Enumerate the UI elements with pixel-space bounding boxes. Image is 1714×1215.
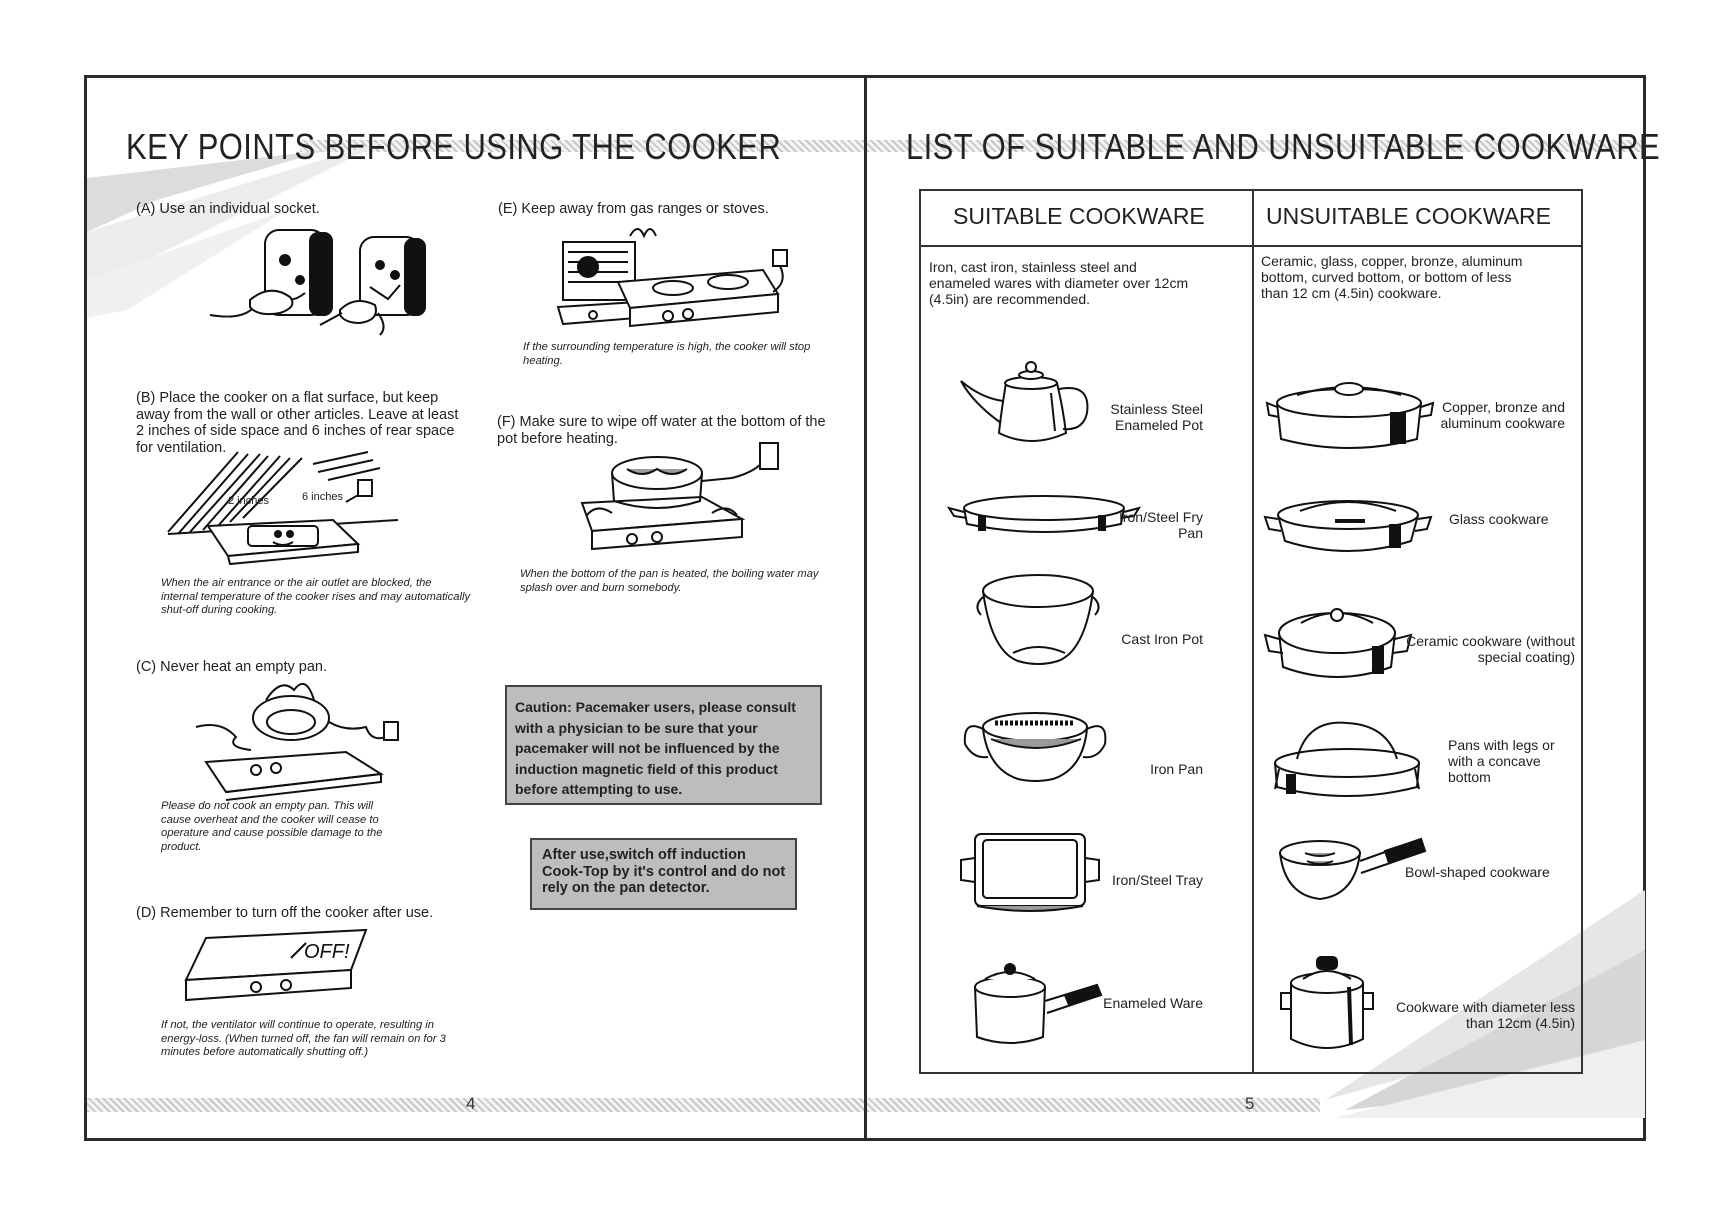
section-f-caption: When the bottom of the pan is heated, the boiling water may splash over and burn somebody.: [520, 568, 819, 594]
caution-box: [505, 685, 822, 805]
empty-pan-cooker-icon: [196, 682, 426, 792]
switch-off-text: After use,switch off induction Cook-Top by it's control and do not rely on the pan detector.: [542, 847, 786, 896]
section-b-caption: When the air entrance or the air outlet are blocked, the internal temperature of the cooker rises and may automatically shut-off during cooking.: [161, 577, 471, 616]
legged-pan-icon: [1267, 719, 1427, 809]
unsuitable-item-5-label: Bowl-shaped cookware: [1405, 864, 1550, 880]
section-f-text: (F) Make sure to wipe off water at the bottom of the pot before heating.: [497, 414, 826, 447]
suitable-item-2-label: Iron/Steel Fry Pan: [1118, 509, 1203, 541]
section-c-text: (C) Never heat an empty pan.: [136, 659, 328, 675]
gas-stove-icon: [558, 222, 808, 337]
cast-iron-pot-icon: [973, 571, 1113, 671]
suitable-item-5-label: Iron/Steel Tray: [1111, 872, 1203, 888]
copper-pot-icon: [1267, 373, 1437, 463]
side-clearance-label: 2 inches: [228, 495, 269, 507]
page-number-right: 5: [1245, 1094, 1255, 1113]
table-header-divider: [921, 245, 1581, 247]
unsuitable-header: UNSUITABLE COOKWARE: [1266, 203, 1551, 229]
tray-icon: [957, 828, 1107, 918]
page-title-left: KEY POINTS BEFORE USING THE COOKER: [126, 126, 782, 167]
section-b-text: (B) Place the cooker on a flat surface, but keep away from the wall or other articles. Leave at least 2 inches of side space and 6 inches of rear space for ventilation.: [136, 390, 459, 456]
section-e-text: (E) Keep away from gas ranges or stoves.: [498, 201, 769, 217]
unsuitable-item-1-label: Copper, bronze and aluminum cookware: [1440, 399, 1565, 431]
wet-pot-cooker-icon: [572, 443, 802, 563]
suitable-item-3-label: Cast Iron Pot: [1121, 631, 1203, 647]
glass-dish-icon: [1265, 491, 1435, 571]
page-divider: [864, 75, 867, 1141]
unsuitable-item-4-label: Pans with legs or with a concave bottom: [1448, 737, 1555, 785]
unsuitable-item-6-label: Cookware with diameter less than 12cm (4.5in): [1396, 999, 1575, 1031]
section-e-caption: If the surrounding temperature is high, the cooker will stop heating.: [523, 341, 811, 367]
off-display-text: OFF!: [304, 941, 350, 963]
page-title-right: LIST OF SUITABLE AND UNSUITABLE COOKWARE: [906, 126, 1661, 167]
section-d-text: (D) Remember to turn off the cooker after use.: [136, 905, 434, 921]
unsuitable-item-2-label: Glass cookware: [1449, 511, 1549, 527]
cooker-clearance-icon: [168, 452, 418, 562]
suitable-header: SUITABLE COOKWARE: [953, 203, 1205, 229]
suitable-item-6-label: Enameled Ware: [1103, 995, 1203, 1011]
section-c-caption: Please do not cook an empty pan. This will cause overheat and the cooker will cease to operature and cause possible damage to the product.: [161, 800, 383, 853]
page-number-left: 4: [466, 1094, 476, 1113]
socket-plugs-icon: [210, 225, 450, 340]
section-a-text: (A) Use an individual socket.: [136, 201, 320, 217]
suitable-item-1-label: Stainless Steel Enameled Pot: [1110, 401, 1203, 433]
caution-text: Caution: Pacemaker users, please consult with a physician to be sure that your pacemaker will not be influenced by the induction magnetic field of this product before attempting to use.: [515, 699, 796, 797]
unsuitable-item-3-label: Ceramic cookware (without special coating): [1406, 633, 1575, 665]
small-pot-icon: [1277, 953, 1387, 1063]
suitable-description: Iron, cast iron, stainless steel and enameled wares with diameter over 12cm (4.5in) are recommended.: [929, 259, 1189, 307]
cooker-off-icon: [186, 928, 396, 1008]
table-column-divider: [1252, 191, 1254, 1072]
suitable-item-4-label: Iron Pan: [1150, 761, 1203, 777]
cookware-table: [919, 189, 1583, 1074]
kettle-icon: [961, 353, 1101, 453]
footer-band-left: [87, 1098, 864, 1112]
section-d-caption: If not, the ventilator will continue to operate, resulting in energy-loss. (When turned off, the fan will remain on for 3 minutes before automatically shutting off.): [161, 1019, 446, 1058]
rear-clearance-label: 6 inches: [302, 491, 343, 503]
switch-off-box: [530, 838, 797, 910]
unsuitable-description: Ceramic, glass, copper, bronze, aluminum bottom, curved bottom, or bottom of less than 12 cm (4.5in) cookware.: [1261, 253, 1523, 301]
